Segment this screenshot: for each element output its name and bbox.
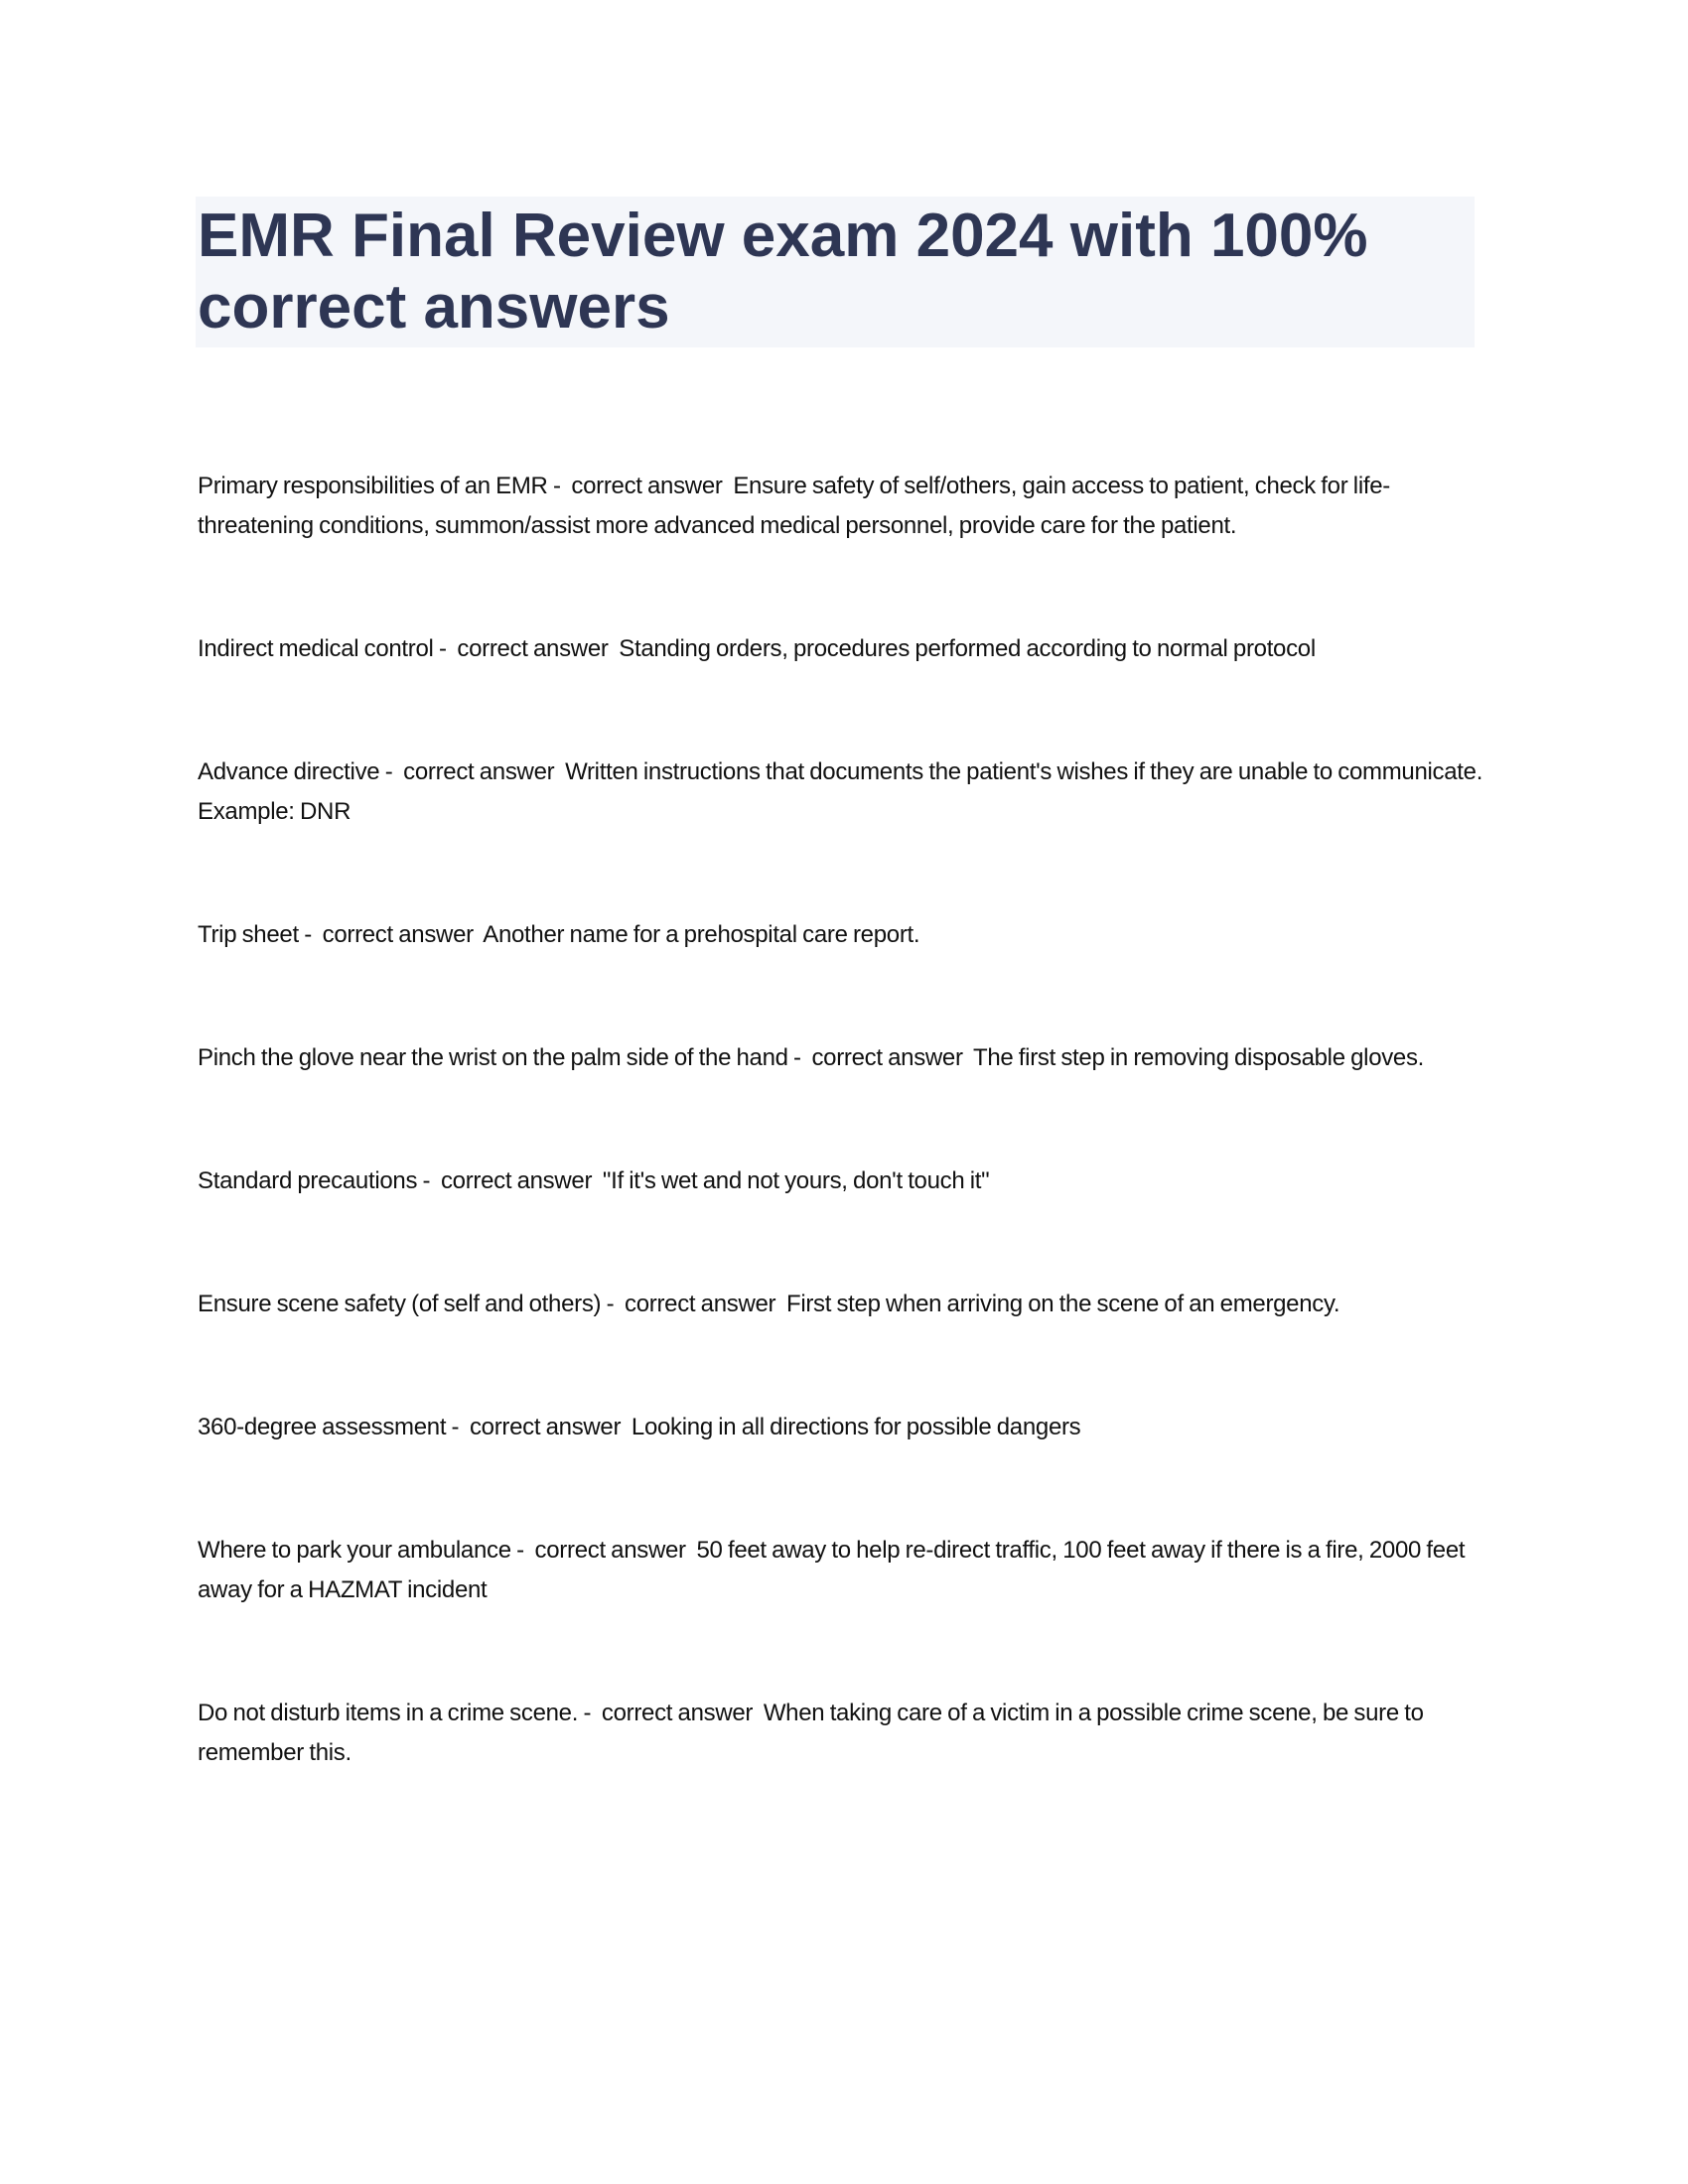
qa-entry bbox=[198, 1161, 1488, 1201]
answer: Ensure safety of self/others, gain access to patient, check for life-threatening conditions, summon/assist more advanced medical personnel, provide care for the patient. bbox=[198, 473, 1390, 539]
separator: - correct answer bbox=[578, 1700, 764, 1726]
qa-entry bbox=[198, 1038, 1488, 1078]
separator: - correct answer bbox=[787, 1044, 973, 1071]
answer: 50 feet away to help re-direct traffic, 100 feet away if there is a fire, 2000 feet away for a HAZMAT incident bbox=[198, 1537, 1466, 1603]
qa-list bbox=[198, 467, 1488, 1856]
separator: - correct answer bbox=[446, 1414, 632, 1440]
qa-entry bbox=[198, 1694, 1488, 1773]
qa-entry bbox=[198, 1408, 1488, 1447]
separator: - correct answer bbox=[298, 921, 484, 948]
term: Where to park your ambulance bbox=[198, 1537, 511, 1564]
term: 360-degree assessment bbox=[198, 1414, 447, 1440]
term: Do not disturb items in a crime scene. bbox=[198, 1700, 579, 1726]
document-title: EMR Final Review exam 2024 with 100% correct answers bbox=[198, 202, 1368, 341]
separator: - correct answer bbox=[379, 758, 566, 785]
qa-entry bbox=[198, 1285, 1488, 1324]
answer: Another name for a prehospital care report. bbox=[483, 921, 920, 948]
answer: The first step in removing disposable gloves. bbox=[972, 1044, 1425, 1071]
separator: - correct answer bbox=[547, 473, 734, 499]
answer: First step when arriving on the scene of an emergency. bbox=[785, 1291, 1340, 1317]
answer: Looking in all directions for possible dangers bbox=[631, 1414, 1081, 1440]
answer: Written instructions that documents the patient's wishes if they are unable to communicate. Example: DNR bbox=[198, 758, 1483, 825]
answer: When taking care of a victim in a possible crime scene, be sure to remember this. bbox=[198, 1700, 1424, 1766]
qa-entry bbox=[198, 915, 1488, 955]
qa-entry bbox=[198, 752, 1488, 832]
term: Pinch the glove near the wrist on the palm side of the hand bbox=[198, 1044, 788, 1071]
term: Indirect medical control bbox=[198, 635, 434, 662]
term: Advance directive bbox=[198, 758, 380, 785]
qa-entry bbox=[198, 629, 1488, 669]
qa-entry bbox=[198, 1531, 1488, 1610]
title-banner bbox=[196, 197, 1475, 347]
term: Primary responsibilities of an EMR bbox=[198, 473, 548, 499]
separator: - correct answer bbox=[510, 1537, 697, 1564]
separator: - correct answer bbox=[417, 1167, 603, 1194]
term: Trip sheet bbox=[198, 921, 299, 948]
term: Standard precautions bbox=[198, 1167, 418, 1194]
separator: - correct answer bbox=[433, 635, 620, 662]
separator: - correct answer bbox=[601, 1291, 786, 1317]
answer: "If it's wet and not yours, don't touch it" bbox=[602, 1167, 990, 1194]
term: Ensure scene safety (of self and others) bbox=[198, 1291, 602, 1317]
qa-entry bbox=[198, 467, 1488, 546]
answer: Standing orders, procedures performed according to normal protocol bbox=[619, 635, 1316, 662]
